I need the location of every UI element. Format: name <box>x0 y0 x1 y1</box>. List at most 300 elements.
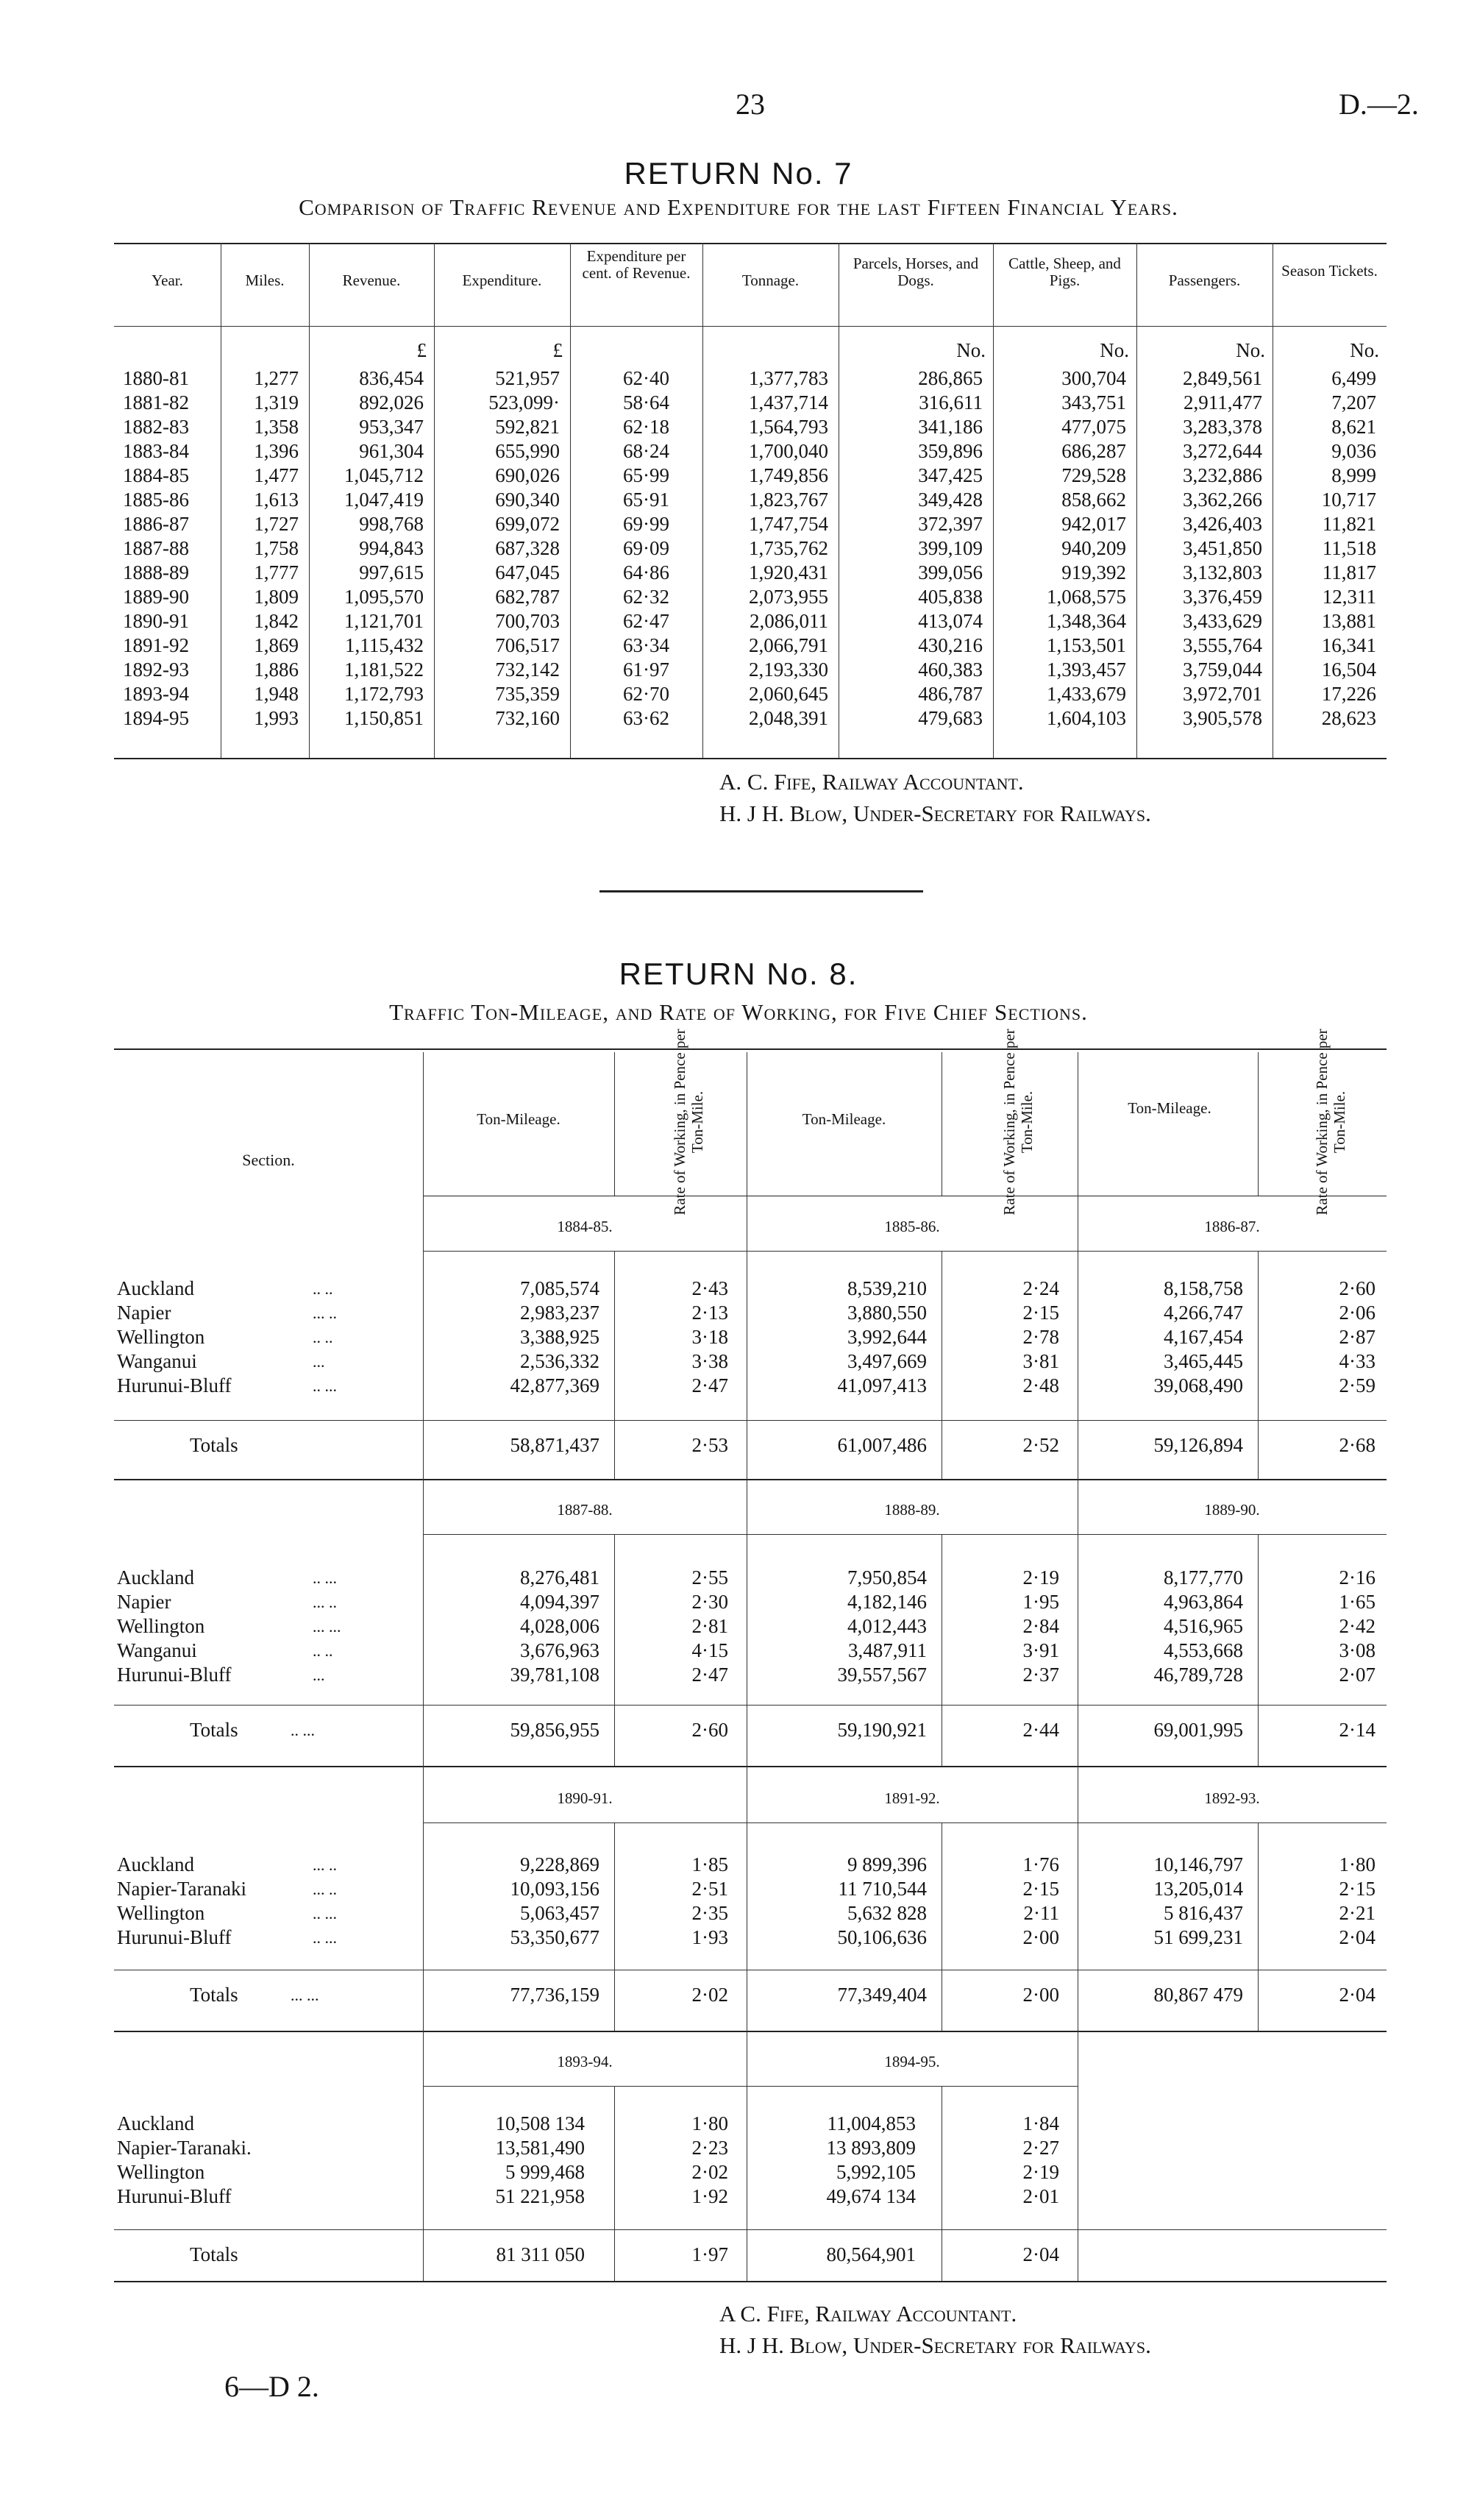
value-cell: 11,518 <box>1322 537 1376 559</box>
value-cell: 16,504 <box>1321 659 1376 681</box>
total-ton-mileage: 59,190,921 <box>837 1719 927 1741</box>
rate-value: 2·55 <box>691 1566 728 1589</box>
year-heading: 1887-88. <box>557 1501 613 1519</box>
ton-mileage-header: Ton-Mileage. <box>802 1110 886 1128</box>
ton-mileage-value: 9,228,869 <box>520 1853 599 1875</box>
rate-value: 2·43 <box>691 1277 728 1299</box>
value-cell: 647,045 <box>495 561 560 583</box>
section-name: Napier <box>117 1591 171 1613</box>
value-cell: 62·32 <box>623 586 669 608</box>
section-name: Wanganui <box>117 1350 197 1372</box>
rate-value: 2·87 <box>1339 1326 1375 1348</box>
value-cell: 2,066,791 <box>749 634 828 656</box>
ton-mileage-value: 5,992,105 <box>836 2161 916 2183</box>
value-cell: 486,787 <box>918 683 983 705</box>
rate-value: 2·35 <box>691 1902 728 1924</box>
year-cell: 1887-88 <box>123 537 189 559</box>
value-cell: 994,843 <box>359 537 424 559</box>
value-cell: 1,747,754 <box>749 513 828 535</box>
document-reference: D.—2. <box>1339 88 1419 121</box>
total-ton-mileage: 58,871,437 <box>510 1434 599 1456</box>
header-6: Tonnage. <box>741 271 800 289</box>
value-cell: 65·99 <box>623 464 669 486</box>
value-cell: 69·09 <box>623 537 669 559</box>
value-cell: 1,993 <box>254 707 299 729</box>
rate-value: 2·47 <box>691 1664 728 1686</box>
return-7-signature-accountant: A. C. Fife, Railway Accountant. <box>719 769 1024 795</box>
year-cell: 1890-91 <box>123 610 189 632</box>
value-cell: 58·64 <box>623 391 669 414</box>
year-heading: 1888-89. <box>884 1501 940 1519</box>
value-cell: 1,393,457 <box>1047 659 1126 681</box>
value-cell: 1,477 <box>254 464 299 486</box>
totals-rule <box>114 1705 1387 1706</box>
ton-mileage-value: 3,487,911 <box>848 1639 927 1661</box>
value-cell: 1,749,856 <box>749 464 828 486</box>
value-cell: 1,564,793 <box>749 416 828 438</box>
ton-mileage-value: 10,093,156 <box>510 1878 599 1900</box>
rate-value: 2·13 <box>691 1302 728 1324</box>
rate-value: 1·95 <box>1022 1591 1059 1613</box>
header-7: Parcels, Horses, and Dogs. <box>853 255 979 289</box>
year-cell: 1885-86 <box>123 489 189 511</box>
totals-rule <box>114 1420 1387 1421</box>
value-cell: 1,758 <box>254 537 299 559</box>
section-name: Wellington <box>117 1326 205 1348</box>
ton-mileage-value: 46,789,728 <box>1153 1664 1243 1686</box>
year-divider-rule <box>423 2086 1078 2087</box>
value-cell: 732,160 <box>495 707 560 729</box>
rate-value: 2·24 <box>1022 1277 1059 1299</box>
value-cell: 1,115,432 <box>345 634 424 656</box>
value-cell: 919,392 <box>1061 561 1126 583</box>
rate-value: 2·15 <box>1022 1878 1059 1900</box>
section-name: Auckland <box>117 2112 194 2134</box>
rate-value: 3·91 <box>1022 1639 1059 1661</box>
ton-mileage-value: 51 699,231 <box>1153 1926 1243 1948</box>
ton-mileage-value: 50,106,636 <box>837 1926 927 1948</box>
ton-mileage-value: 41,097,413 <box>837 1374 927 1396</box>
value-cell: 1,823,767 <box>749 489 828 511</box>
ton-mileage-value: 4,266,747 <box>1164 1302 1243 1324</box>
total-ton-mileage: 77,736,159 <box>510 1984 599 2006</box>
value-cell: 1,727 <box>254 513 299 535</box>
value-cell: 64·86 <box>623 561 669 583</box>
value-cell: 7,207 <box>1331 391 1376 414</box>
value-cell: 961,304 <box>359 440 424 462</box>
value-cell: 3,376,459 <box>1183 586 1262 608</box>
value-cell: 3,451,850 <box>1183 537 1262 559</box>
rate-value: 2·21 <box>1339 1902 1375 1924</box>
ton-mileage-value: 3,992,644 <box>847 1326 927 1348</box>
total-rate: 2·44 <box>1022 1719 1059 1741</box>
value-cell: 372,397 <box>918 513 983 535</box>
rate-value: 2·19 <box>1022 1566 1059 1589</box>
value-cell: 399,109 <box>918 537 983 559</box>
value-cell: 687,328 <box>495 537 560 559</box>
value-cell: 63·62 <box>623 707 669 729</box>
page-number: 23 <box>736 88 765 121</box>
value-cell: 1,948 <box>254 683 299 705</box>
header-column-divider <box>614 1052 615 1196</box>
rate-value: 2·04 <box>1339 1926 1375 1948</box>
header-5: Expenditure per cent. of Revenue. <box>582 247 691 282</box>
value-cell: 690,340 <box>495 489 560 511</box>
rate-value: 2·07 <box>1339 1664 1375 1686</box>
leader-dots: ... .. <box>313 1304 337 1322</box>
value-cell: 316,611 <box>919 391 983 414</box>
year-cell: 1884-85 <box>123 464 189 486</box>
rate-value: 2·30 <box>691 1591 728 1613</box>
value-cell: 62·47 <box>623 610 669 632</box>
section-column-header: Section. <box>242 1151 295 1169</box>
rate-value: 2·42 <box>1339 1615 1375 1637</box>
total-rate: 2·04 <box>1022 2243 1059 2265</box>
value-cell: 1,348,364 <box>1047 610 1126 632</box>
value-cell: 682,787 <box>495 586 560 608</box>
total-rate: 2·00 <box>1022 1984 1059 2006</box>
ton-mileage-value: 39,781,108 <box>510 1664 599 1686</box>
section-name: Hurunui-Bluff <box>117 1926 232 1948</box>
total-rate: 2·68 <box>1339 1434 1375 1456</box>
ton-mileage-value: 9 899,396 <box>847 1853 927 1875</box>
value-cell: 592,821 <box>495 416 560 438</box>
value-cell: 1,068,575 <box>1047 586 1126 608</box>
rate-value: 2·81 <box>691 1615 728 1637</box>
leader-dots: .. ... <box>291 1721 315 1739</box>
value-cell: 706,517 <box>495 634 560 656</box>
value-cell: 700,703 <box>495 610 560 632</box>
header-8: Cattle, Sheep, and Pigs. <box>1008 255 1121 289</box>
value-cell: 11,821 <box>1322 513 1376 535</box>
ton-mileage-value: 8,539,210 <box>847 1277 927 1299</box>
totals-label: Totals <box>190 1719 238 1741</box>
leader-dots: ... <box>313 1352 325 1371</box>
section-name: Wellington <box>117 2161 205 2183</box>
section-name: Hurunui-Bluff <box>117 2185 232 2207</box>
value-cell: 65·91 <box>623 489 669 511</box>
year-cell: 1883-84 <box>123 440 189 462</box>
value-cell: 690,026 <box>495 464 560 486</box>
year-cell: 1892-93 <box>123 659 189 681</box>
value-cell: 3,555,764 <box>1183 634 1262 656</box>
value-cell: 68·24 <box>623 440 669 462</box>
ton-mileage-value: 39,557,567 <box>837 1664 927 1686</box>
rate-value: 1·65 <box>1339 1591 1375 1613</box>
year-heading: 1891-92. <box>884 1789 940 1807</box>
rate-value: 1·92 <box>691 2185 728 2207</box>
value-cell: 2,086,011 <box>750 610 828 632</box>
total-rate: 1·97 <box>691 2243 728 2265</box>
value-cell: 3,972,701 <box>1183 683 1262 705</box>
ton-mileage-value: 4,012,443 <box>847 1615 927 1637</box>
value-cell: 729,528 <box>1061 464 1126 486</box>
value-cell: 1,047,419 <box>344 489 424 511</box>
ton-mileage-value: 5 816,437 <box>1164 1902 1243 1924</box>
value-cell: 16,341 <box>1321 634 1376 656</box>
year-cell: 1881-82 <box>123 391 189 414</box>
ton-mileage-value: 3,676,963 <box>520 1639 599 1661</box>
ton-mileage-value: 8,276,481 <box>520 1566 599 1589</box>
value-cell: 2,073,955 <box>749 586 828 608</box>
header-4: Expenditure. <box>462 271 542 289</box>
value-cell: 942,017 <box>1061 513 1126 535</box>
rate-value: 2·51 <box>691 1878 728 1900</box>
return-8-signature-accountant: A C. Fife, Railway Accountant. <box>719 2301 1017 2326</box>
value-cell: 858,662 <box>1061 489 1126 511</box>
year-cell: 1891-92 <box>123 634 189 656</box>
value-cell: 8,999 <box>1331 464 1376 486</box>
value-cell: 997,615 <box>359 561 424 583</box>
value-cell: 3,232,886 <box>1183 464 1262 486</box>
value-cell: 1,777 <box>254 561 299 583</box>
year-heading: 1890-91. <box>557 1789 613 1807</box>
leader-dots: .. .. <box>313 1641 333 1660</box>
ton-mileage-value: 3,497,669 <box>847 1350 927 1372</box>
section-name: Auckland <box>117 1853 194 1875</box>
value-cell: 1,809 <box>254 586 299 608</box>
header-3: Revenue. <box>342 271 401 289</box>
value-cell: 460,383 <box>918 659 983 681</box>
year-heading: 1894-95. <box>884 2053 940 2070</box>
value-cell: 11,817 <box>1322 561 1376 583</box>
totals-label: Totals <box>190 2243 238 2265</box>
rate-value: 2·23 <box>691 2137 728 2159</box>
year-cell: 1889-90 <box>123 586 189 608</box>
total-ton-mileage: 81 311 050 <box>496 2243 585 2265</box>
year-heading: 1884-85. <box>557 1218 613 1235</box>
value-cell: 413,074 <box>918 610 983 632</box>
value-cell: 1,153,501 <box>1047 634 1126 656</box>
rate-value: 3·08 <box>1339 1639 1375 1661</box>
rate-value: 2·59 <box>1339 1374 1375 1396</box>
value-cell: 17,226 <box>1321 683 1376 705</box>
rate-value: 2·48 <box>1022 1374 1059 1396</box>
leader-dots: ... ... <box>313 1617 341 1636</box>
header-column-divider <box>1258 1052 1259 1196</box>
value-cell: 1,869 <box>254 634 299 656</box>
value-cell: 940,209 <box>1061 537 1126 559</box>
rate-value: 1·84 <box>1022 2112 1059 2134</box>
value-cell: 521,957 <box>495 367 560 389</box>
value-cell: 1,377,783 <box>749 367 828 389</box>
value-cell: 998,768 <box>359 513 424 535</box>
rate-value: 2·16 <box>1339 1566 1375 1589</box>
value-cell: 3,132,803 <box>1183 561 1262 583</box>
value-cell: 1,121,701 <box>344 610 424 632</box>
section-name: Hurunui-Bluff <box>117 1374 232 1396</box>
rate-value: 1·93 <box>691 1926 728 1948</box>
value-cell: 286,865 <box>918 367 983 389</box>
rate-value: 2·60 <box>1339 1277 1375 1299</box>
year-heading: 1893-94. <box>557 2053 613 2070</box>
value-cell: 1,433,679 <box>1047 683 1126 705</box>
total-ton-mileage: 77,349,404 <box>837 1984 927 2006</box>
unit-label: £ <box>552 339 563 361</box>
value-cell: 1,735,762 <box>749 537 828 559</box>
value-cell: 62·70 <box>623 683 669 705</box>
value-cell: 430,216 <box>918 634 983 656</box>
value-cell: 1,396 <box>254 440 299 462</box>
value-cell: 12,311 <box>1322 586 1376 608</box>
block-top-rule <box>114 1766 1387 1767</box>
year-cell: 1886-87 <box>123 513 189 535</box>
year-divider-rule <box>423 1822 1387 1823</box>
ton-mileage-value: 13,581,490 <box>495 2137 585 2159</box>
totals-label: Totals <box>190 1434 238 1456</box>
leader-dots: .. .. <box>313 1279 333 1298</box>
value-cell: 735,359 <box>495 683 560 705</box>
value-cell: 300,704 <box>1061 367 1126 389</box>
page-footer-code: 6—D 2. <box>224 2370 319 2403</box>
value-cell: 1,045,712 <box>344 464 424 486</box>
value-cell: 479,683 <box>918 707 983 729</box>
total-ton-mileage: 59,126,894 <box>1153 1434 1243 1456</box>
rate-value: 1·76 <box>1022 1853 1059 1875</box>
value-cell: 523,099· <box>488 391 560 414</box>
value-cell: 1,150,851 <box>344 707 424 729</box>
header-10: Season Tickets. <box>1281 262 1378 280</box>
rate-value: 2·15 <box>1022 1302 1059 1324</box>
ton-mileage-value: 4,553,668 <box>1164 1639 1243 1661</box>
value-cell: 655,990 <box>495 440 560 462</box>
leader-dots: .. ... <box>313 1904 337 1923</box>
total-rate: 2·04 <box>1339 1984 1375 2006</box>
total-rate: 2·02 <box>691 1984 728 2006</box>
total-ton-mileage: 61,007,486 <box>837 1434 927 1456</box>
table-header-rule <box>114 326 1387 327</box>
value-cell: 8,621 <box>1331 416 1376 438</box>
total-rate: 2·53 <box>691 1434 728 1456</box>
value-cell: 2,193,330 <box>749 659 828 681</box>
ton-mileage-value: 7,950,854 <box>847 1566 927 1589</box>
rate-value: 3·18 <box>691 1326 728 1348</box>
value-cell: 10,717 <box>1321 489 1376 511</box>
section-name: Auckland <box>117 1566 194 1589</box>
value-cell: 732,142 <box>495 659 560 681</box>
return-8-subtitle: Traffic Ton-Mileage, and Rate of Working, for Five Chief Sections. <box>389 999 1088 1025</box>
ton-mileage-value: 7,085,574 <box>520 1277 599 1299</box>
ton-mileage-value: 5 999,468 <box>505 2161 585 2183</box>
ton-mileage-value: 3,388,925 <box>520 1326 599 1348</box>
rate-value: 2·37 <box>1022 1664 1059 1686</box>
value-cell: 3,905,578 <box>1183 707 1262 729</box>
leader-dots: .. ... <box>313 1377 337 1395</box>
rate-value: 2·00 <box>1022 1926 1059 1948</box>
rate-of-working-header: Rate of Working, in Pence per Ton-Mile. <box>1000 1029 1036 1215</box>
section-name: Wanganui <box>117 1639 197 1661</box>
ton-mileage-value: 4,963,864 <box>1164 1591 1243 1613</box>
section-name: Wellington <box>117 1902 205 1924</box>
value-cell: 1,358 <box>254 416 299 438</box>
leader-dots: ... .. <box>313 1856 337 1874</box>
value-cell: 3,433,629 <box>1183 610 1262 632</box>
value-cell: 1,095,570 <box>344 586 424 608</box>
value-cell: 2,060,645 <box>749 683 828 705</box>
ton-mileage-value: 3,880,550 <box>847 1302 927 1324</box>
ton-mileage-value: 4,028,006 <box>520 1615 599 1637</box>
total-rate: 2·52 <box>1022 1434 1059 1456</box>
ton-mileage-value: 2,536,332 <box>520 1350 599 1372</box>
ton-mileage-value: 13,205,014 <box>1153 1878 1243 1900</box>
total-ton-mileage: 80,564,901 <box>826 2243 916 2265</box>
totals-label: Totals <box>190 1984 238 2006</box>
return-7-title: RETURN No. 7 <box>624 156 853 191</box>
rate-of-working-header: Rate of Working, in Pence per Ton-Mile. <box>1312 1029 1348 1215</box>
ton-mileage-value: 4,167,454 <box>1164 1326 1243 1348</box>
block-top-rule <box>114 2031 1387 2032</box>
value-cell: 3,759,044 <box>1183 659 1262 681</box>
value-cell: 686,287 <box>1061 440 1126 462</box>
section-divider <box>599 890 923 892</box>
ton-mileage-header: Ton-Mileage. <box>477 1110 560 1128</box>
unit-label: £ <box>416 339 427 361</box>
leader-dots: ... .. <box>313 1880 337 1898</box>
ton-mileage-value: 4,182,146 <box>847 1591 927 1613</box>
value-cell: 6,499 <box>1331 367 1376 389</box>
value-cell: 1,181,522 <box>344 659 424 681</box>
value-cell: 343,751 <box>1061 391 1126 414</box>
value-cell: 13,881 <box>1321 610 1376 632</box>
value-cell: 62·40 <box>623 367 669 389</box>
value-cell: 1,319 <box>254 391 299 414</box>
leader-dots: ... <box>313 1666 325 1684</box>
value-cell: 477,075 <box>1061 416 1126 438</box>
total-rate: 2·14 <box>1339 1719 1375 1741</box>
value-cell: 399,056 <box>918 561 983 583</box>
year-heading: 1892-93. <box>1204 1789 1260 1807</box>
header-2: Miles. <box>245 271 285 289</box>
ton-mileage-value: 5,632 828 <box>847 1902 927 1924</box>
rate-value: 3·38 <box>691 1350 728 1372</box>
total-rate: 2·60 <box>691 1719 728 1741</box>
ton-mileage-value: 13 893,809 <box>826 2137 916 2159</box>
unit-label: No. <box>956 339 986 361</box>
section-name: Napier-Taranaki <box>117 1878 246 1900</box>
header-column-divider <box>423 1052 424 1196</box>
value-cell: 3,426,403 <box>1183 513 1262 535</box>
value-cell: 1,613 <box>254 489 299 511</box>
year-cell: 1888-89 <box>123 561 189 583</box>
rate-value: 3·81 <box>1022 1350 1059 1372</box>
unit-label: No. <box>1236 339 1265 361</box>
rate-value: 2·47 <box>691 1374 728 1396</box>
ton-mileage-value: 49,674 134 <box>826 2185 916 2207</box>
leader-dots: ... .. <box>313 1593 337 1611</box>
rate-value: 2·15 <box>1339 1878 1375 1900</box>
ton-mileage-value: 8,158,758 <box>1164 1277 1243 1299</box>
ton-mileage-value: 39,068,490 <box>1153 1374 1243 1396</box>
value-cell: 61·97 <box>623 659 669 681</box>
ton-mileage-value: 51 221,958 <box>495 2185 585 2207</box>
value-cell: 405,838 <box>918 586 983 608</box>
total-ton-mileage: 69,001,995 <box>1153 1719 1243 1741</box>
value-cell: 2,849,561 <box>1183 367 1262 389</box>
rate-value: 2·01 <box>1022 2185 1059 2207</box>
value-cell: 1,886 <box>254 659 299 681</box>
rate-value: 2·27 <box>1022 2137 1059 2159</box>
table-bottom-rule <box>114 758 1387 759</box>
year-cell: 1894-95 <box>123 707 189 729</box>
leader-dots: .. ... <box>313 1569 337 1587</box>
ton-mileage-value: 10,146,797 <box>1153 1853 1243 1875</box>
header-9: Passengers. <box>1168 271 1241 289</box>
value-cell: 28,623 <box>1321 707 1376 729</box>
ton-mileage-value: 4,094,397 <box>520 1591 599 1613</box>
ton-mileage-value: 5,063,457 <box>520 1902 599 1924</box>
ton-mileage-value: 42,877,369 <box>510 1374 599 1396</box>
ton-mileage-value: 11,004,853 <box>827 2112 916 2134</box>
